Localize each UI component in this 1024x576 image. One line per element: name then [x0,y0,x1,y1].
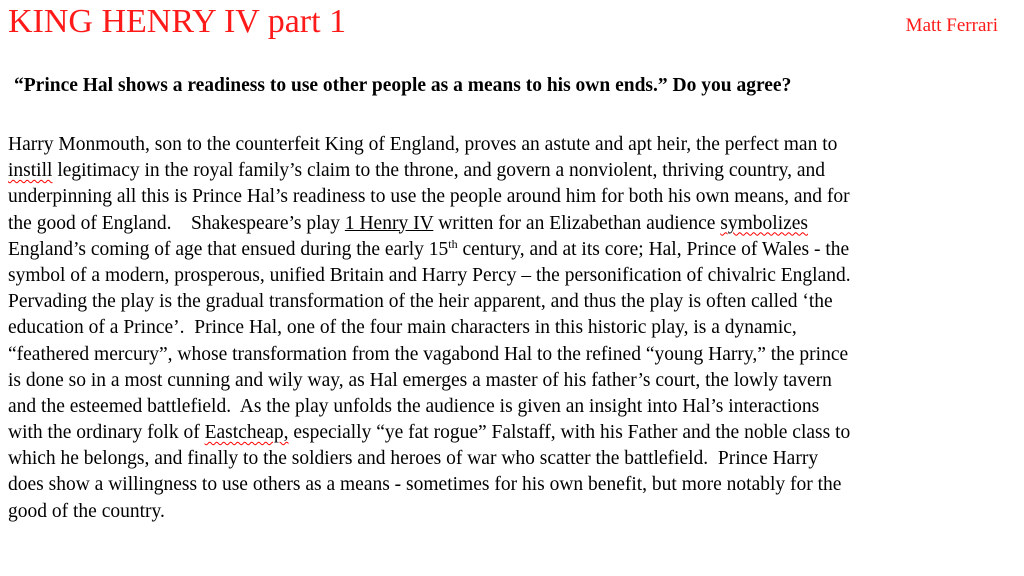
essay-text: legitimacy in the royal family’s claim to the throne, and govern a nonviolent, thriving country, and [52,160,826,182]
essay-line [8,342,1013,368]
essay-text: which he belongs, and finally to the soldiers and heroes of war who scatter the battlefield. Prince Harry [8,448,819,470]
essay-line [8,158,1013,184]
superscript: th [448,236,458,251]
essay-text: education of a Prince’. Prince Hal, one of the four main characters in this historic play, is a dynamic, [8,317,797,339]
essay-text: Pervading the play is the gradual transformation of the heir apparent, and thus the play is often called ‘the [8,291,833,313]
essay-line [8,499,1013,525]
essay-line [8,394,1013,420]
essay-line [8,184,1013,210]
essay-text: century, and at its core; Hal, Prince of Wales - the [457,238,850,260]
essay-text: England’s coming of age that ensued during the early 15 [8,238,449,260]
essay-line [8,211,1013,237]
essay-text: and the esteemed battlefield. As the play unfolds the audience is given an insight into Hal’s interactions [8,395,820,417]
essay-text: is done so in a most cunning and wily way, as Hal emerges a master of his father’s court, the lowly tavern [8,369,832,391]
essay-line [8,315,1013,341]
play-title: 1 Henry IV [344,212,434,234]
essay-line [8,446,1013,472]
misspelled-word[interactable]: instill [8,160,53,182]
essay-text: “feathered mercury”, whose transformation from the vagabond Hal to the refined “young Harry,” the prince [8,343,849,365]
essay-line [8,289,1013,315]
misspelled-word[interactable]: Eastcheap, [204,422,289,444]
essay-line [8,420,1013,446]
essay-line [8,472,1013,498]
essay-text: written for an Elizabethan audience [433,212,721,234]
essay-text: the good of England. Shakespeare’s play [8,212,345,234]
document-title: KING HENRY IV part 1 [8,3,347,40]
essay-text: does show a willingness to use others as a means - sometimes for his own benefit, but more notably for the [8,474,842,496]
essay-body [8,132,1013,525]
essay-text: good of the country. [8,500,165,522]
essay-line [8,237,1013,263]
essay-line [8,368,1013,394]
essay-question: “Prince Hal shows a readiness to use other people as a means to his own ends.” Do you agree? [14,75,792,96]
essay-text: with the ordinary folk of [8,422,205,444]
essay-text: underpinning all this is Prince Hal’s readiness to use the people around him for both his own means, and for [8,186,850,208]
author-name: Matt Ferrari [905,15,998,36]
essay-line [8,132,1013,158]
essay-text: Harry Monmouth, son to the counterfeit King of England, proves an astute and apt heir, the perfect man to [8,134,838,155]
essay-text: especially “ye fat rogue” Falstaff, with his Father and the noble class to [288,422,851,444]
essay-text: symbol of a modern, prosperous, unified Britain and Harry Percy – the personification of chivalric England. [8,264,851,286]
misspelled-word[interactable]: symbolizes [720,212,809,234]
essay-line [8,263,1013,289]
